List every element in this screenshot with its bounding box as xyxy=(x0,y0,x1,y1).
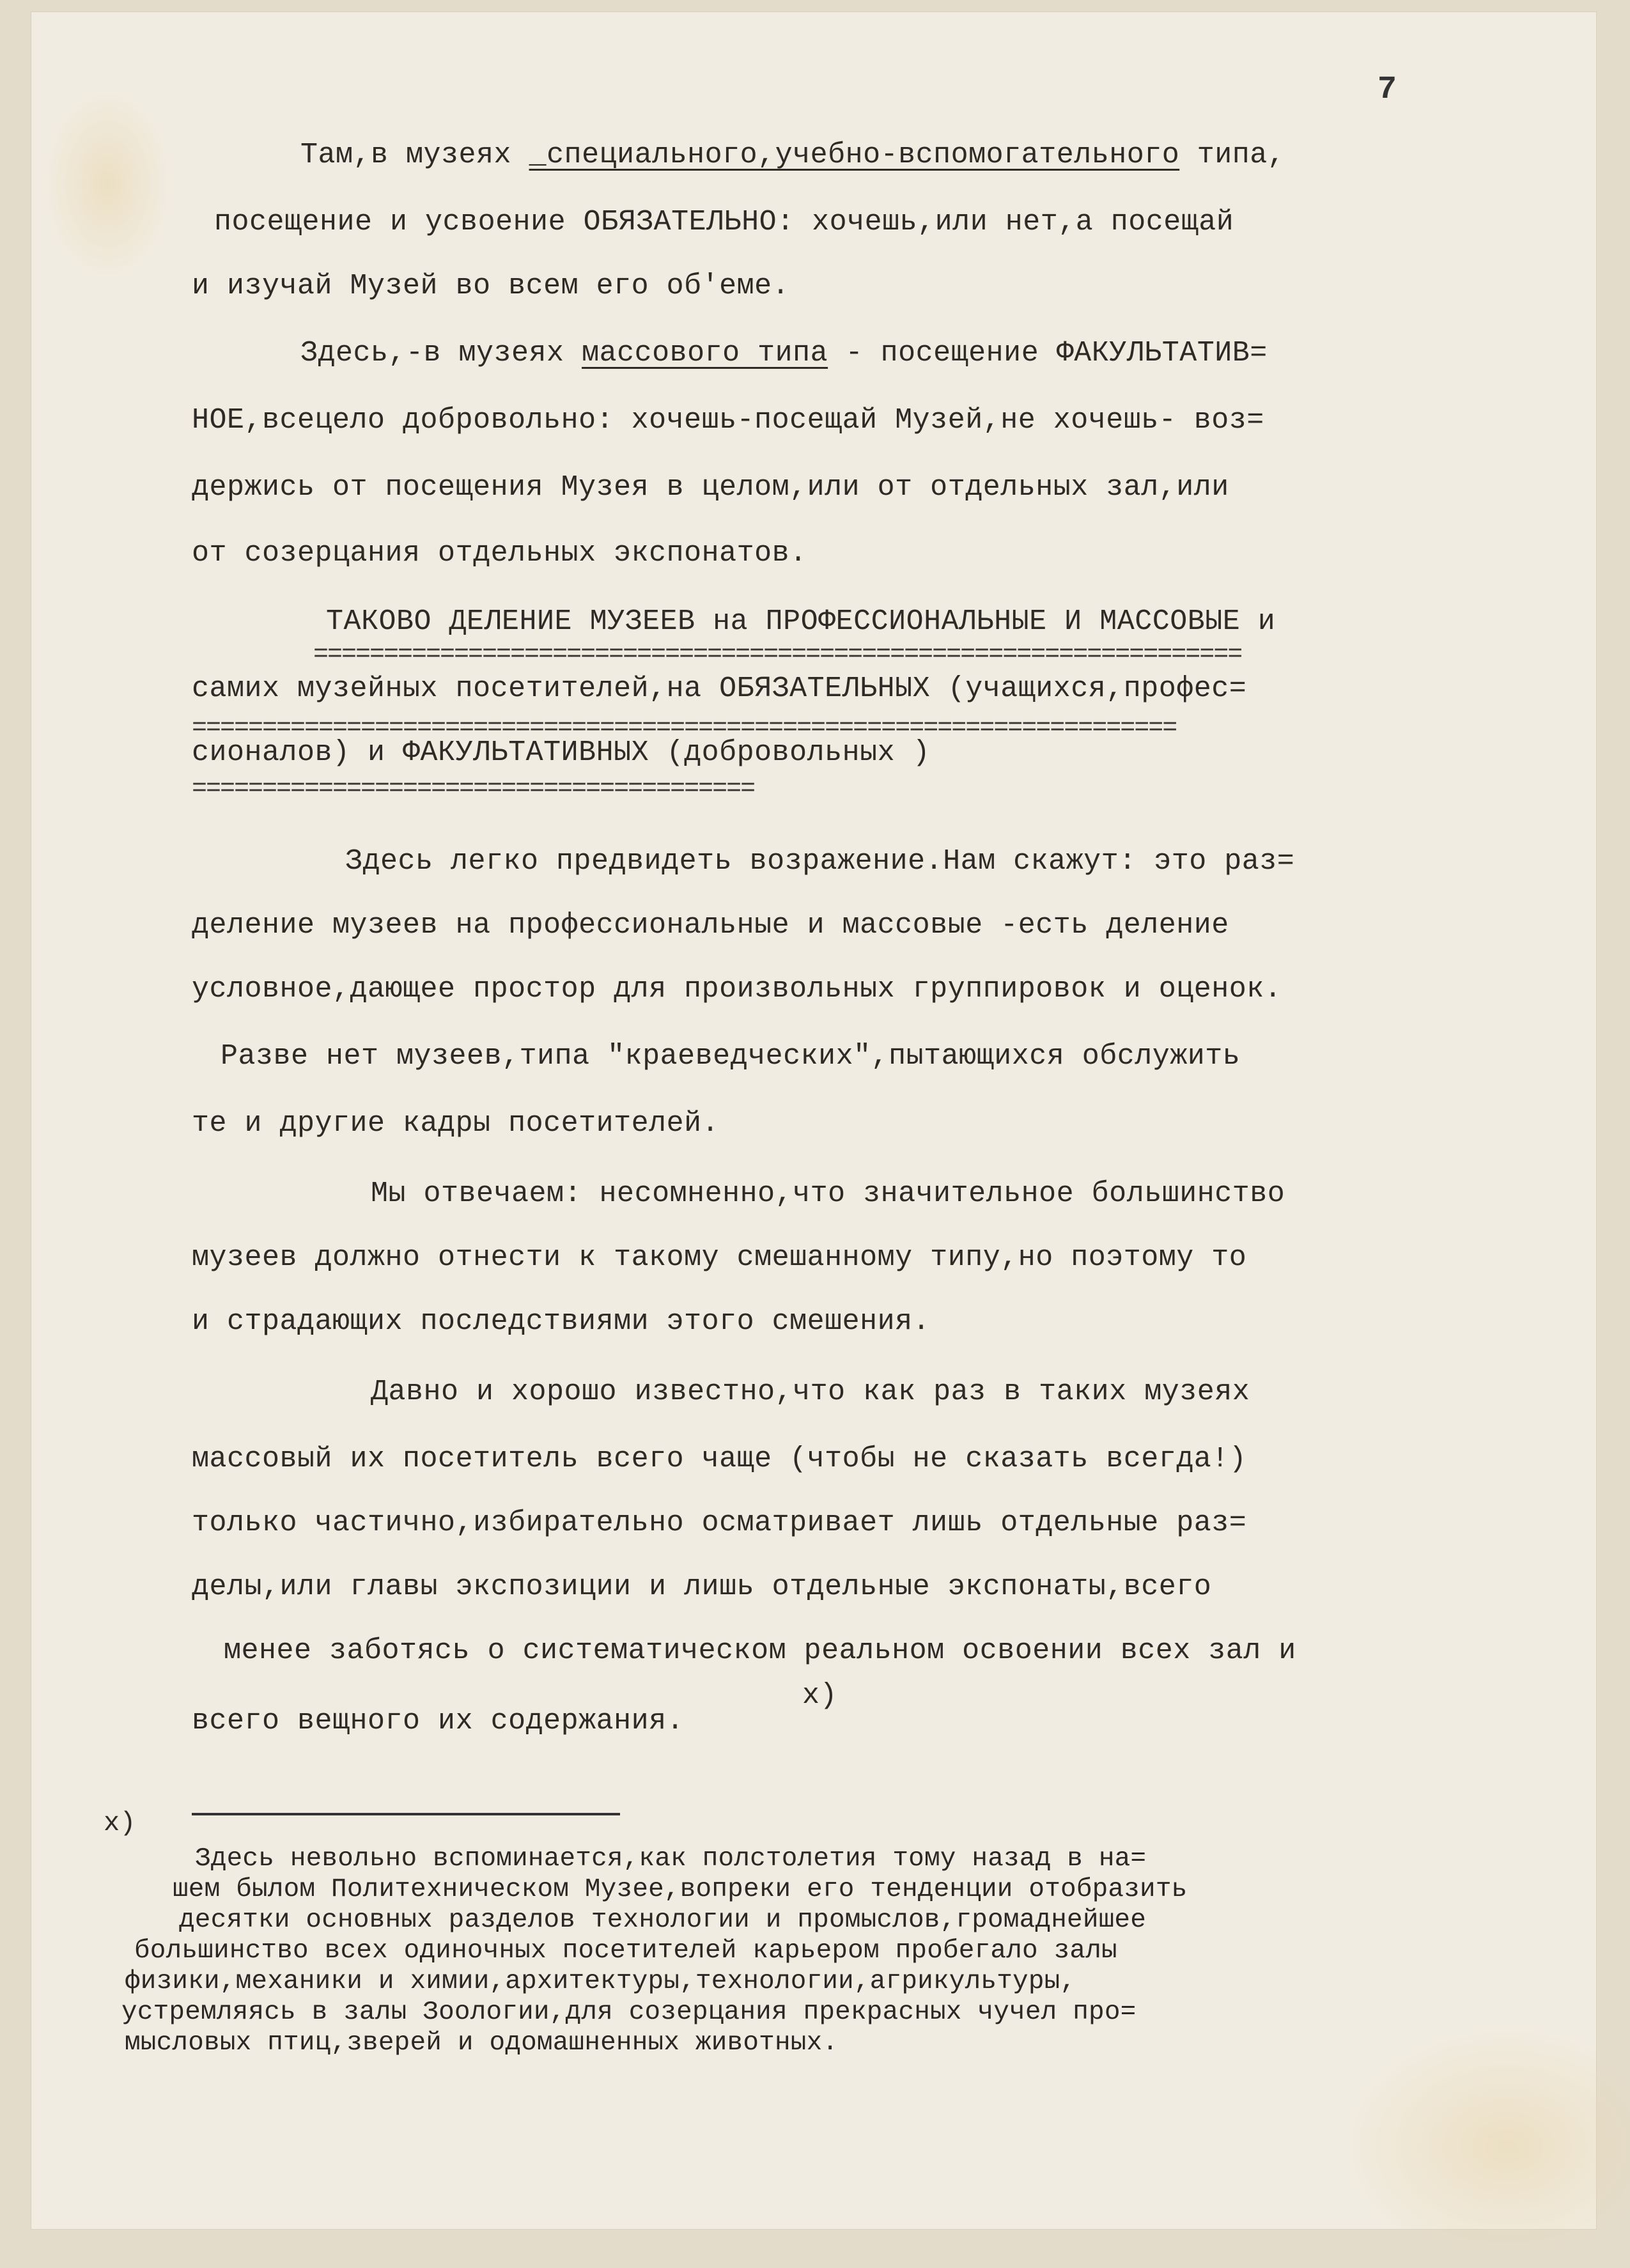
text-run: от созерцания отдельных экспонатов. xyxy=(192,537,807,570)
footnote-line: мысловых птиц,зверей и одомашненных животных. xyxy=(125,2028,839,2058)
text-line xyxy=(192,671,1246,707)
paper-stain xyxy=(1341,2025,1630,2268)
footnote-line: устремляясь в залы Зоологии,для созерцания прекрасных чучел про= xyxy=(121,1998,1137,2027)
text-line xyxy=(192,1704,684,1739)
text-run: НОЕ,всецело добровольно: хочешь-посещай Музей,не хочешь- воз= xyxy=(192,404,1264,437)
text-run: держись от посещения Музея в целом,или от отдельных зал,или xyxy=(192,471,1229,504)
text-run: ТАКОВО ДЕЛЕНИЕ МУЗЕЕВ на ПРОФЕССИОНАЛЬНЫЕ И МАССОВЫЕ и xyxy=(326,605,1276,638)
text-line xyxy=(192,470,1229,506)
footnote-line: Здесь невольно вспоминается,как полстолетия тому назад в на= xyxy=(195,1844,1147,1874)
text-line xyxy=(300,137,1285,173)
text-line xyxy=(221,1039,1240,1075)
text-line xyxy=(371,1374,1250,1410)
footnote-marker: x) xyxy=(104,1808,136,1838)
text-run: Здесь легко предвидеть возражение.Нам скажут: это раз= xyxy=(345,845,1295,878)
footnote-separator xyxy=(192,1813,620,1815)
footnote-line: большинство всех одиночных посетителей карьером пробегало залы xyxy=(134,1936,1117,1966)
double-underline-rule: ================================================================== xyxy=(313,642,1242,668)
text-run: Там,в музеях xyxy=(300,139,529,171)
text-run: Здесь,-в музеях xyxy=(300,337,582,369)
text-line xyxy=(224,1633,1296,1669)
text-line xyxy=(192,1304,930,1340)
text-run: деление музеев на профессиональные и массовые -есть деление xyxy=(192,909,1229,942)
text-run: условное,дающее простор для произвольных группировок и оценок. xyxy=(192,973,1282,1006)
text-line xyxy=(326,604,1275,640)
text-run: менее заботясь о систематическом реальном освоении всех зал и xyxy=(224,1635,1296,1667)
text-run: только частично,избирательно осматривает лишь отдельные раз= xyxy=(192,1507,1247,1539)
text-line xyxy=(192,908,1229,944)
text-line xyxy=(192,536,807,571)
text-line xyxy=(371,1176,1285,1212)
text-line xyxy=(192,972,1282,1007)
text-line xyxy=(192,1441,1246,1477)
paper-stain xyxy=(43,88,171,280)
text-run: - посещение ФАКУЛЬТАТИВ= xyxy=(828,337,1268,369)
text-run: x) xyxy=(802,1679,838,1712)
footnote-line: шем былом Политехническом Музее,вопреки его тенденции отобразить xyxy=(173,1875,1188,1904)
text-run: и страдающих последствиями этого смешения. xyxy=(192,1305,931,1338)
text-run: делы,или главы экспозиции и лишь отдельные экспонаты,всего xyxy=(192,1571,1212,1603)
text-run: и изучай Музей во всем его об'еме. xyxy=(192,270,790,302)
text-line xyxy=(300,336,1268,371)
footnote-line: десятки основных разделов технологии и промыслов,громаднейшее xyxy=(179,1906,1147,1935)
page-number: 7 xyxy=(1378,72,1397,108)
text-run: самих музейных посетителей,на ОБЯЗАТЕЛЬНЫХ (учащихся,профес= xyxy=(192,672,1247,705)
text-run: музеев должно отнести к такому смешанному типу,но поэтому то xyxy=(192,1241,1247,1274)
text-line xyxy=(192,1569,1211,1605)
text-line xyxy=(192,268,789,304)
text-line xyxy=(192,1240,1246,1276)
footnote-line: физики,механики и химии,архитектуры,технологии,агрикультуры, xyxy=(125,1967,1076,1996)
text-line xyxy=(345,844,1294,880)
text-line xyxy=(192,403,1264,439)
text-line xyxy=(192,1106,719,1142)
double-underline-rule: ====================================================================== xyxy=(192,716,1177,742)
text-line xyxy=(802,1678,837,1714)
text-run: массовый их посетитель всего чаще (чтобы не сказать всегда!) xyxy=(192,1443,1247,1475)
text-run: сионалов) и ФАКУЛЬТАТИВНЫХ (добровольных ) xyxy=(192,736,931,769)
underlined-phrase: _специального,учебно-вспомогательного xyxy=(529,139,1180,171)
text-line xyxy=(214,205,1234,240)
double-underline-rule: ======================================== xyxy=(192,777,755,802)
text-run: те и другие кадры посетителей. xyxy=(192,1107,720,1140)
text-run: Давно и хорошо известно,что как раз в таких музеях xyxy=(371,1376,1250,1408)
text-run: Мы отвечаем: несомненно,что значительное большинство xyxy=(371,1177,1285,1210)
text-line xyxy=(192,1505,1246,1541)
underlined-phrase: массового типа xyxy=(582,337,828,369)
text-run: Разве нет музеев,типа "краеведческих",пытающихся обслужить xyxy=(221,1040,1241,1073)
text-run: всего вещного их содержания. xyxy=(192,1705,685,1737)
text-run: типа, xyxy=(1179,139,1285,171)
text-run: посещение и усвоение ОБЯЗАТЕЛЬНО: хочешь,или нет,а посещай xyxy=(214,206,1234,238)
